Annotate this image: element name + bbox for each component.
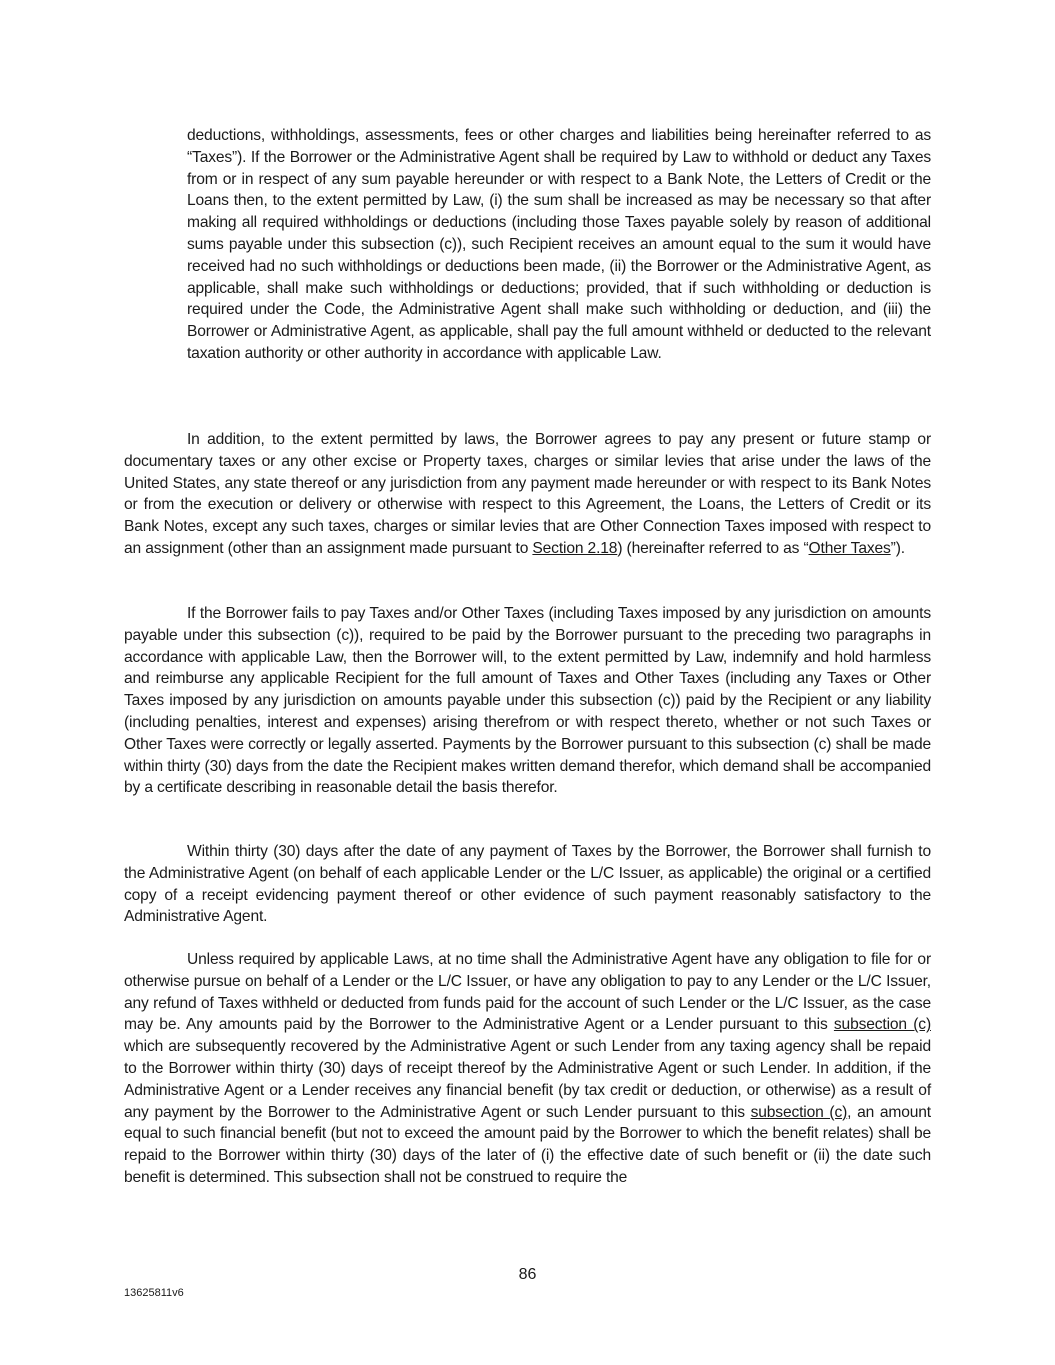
defined-term: Other Taxes [808,539,891,557]
paragraph-text: ) (hereinafter referred to as “ [617,539,809,557]
paragraph-body [124,429,931,560]
paragraph-text: which are subsequently recovered by the Administrative Agent or such Lender from any taxing agency shall be repaid to the Borrower within thirty (30) days of receipt thereof by the Administrative Agent or such Lender. In addition, if the Administrative Agent or a Lender receives any financial benefit (by tax credit or deduction, or otherwise) as a result of any payment by the Borrower to the Administrative Agent or such Lender pursuant to this [124,1038,931,1121]
subsection-reference: subsection (c) [833,1016,931,1034]
subsection-reference: subsection (c) [750,1103,848,1121]
paragraph-other-taxes [124,429,931,560]
paragraph-refunds [124,949,931,1189]
paragraph-tax-receipts [124,841,931,928]
paragraph-text: ”). [890,539,905,557]
paragraph-text: deductions, withholdings, assessments, fees or other charges and liabilities being hereinafter referred to as “Taxes”). If the Borrower or the Administrative Agent shall be required by Law to withhold or deduct any Taxes from or in respect of any sum payable hereunder or with respect to a Bank Note, the Letters of Credit or the Loans then, to the extent permitted by Law, (i) the sum shall be increased as may be necessary so that after making all required withholdings or deductions (including those Taxes payable solely by reason of additional sums payable under this subsection (c)), such Recipient receives an amount equal to the sum it would have received had no such withholdings or deductions been made, (ii) the Borrower or the Administrative Agent, as applicable, shall make such withholdings or deductions; provided, that if such withholding or deduction is required under the Code, the Administrative Agent shall make such withholding or deduction, and (iii) the Borrower or Administrative Agent, as applicable, shall pay the full amount withheld or deducted to the relevant taxation authority or other authority in accordance with applicable Law. [187,127,931,362]
paragraph-text: , an amount equal to such financial benefit (but not to exceed the amount paid by the Borrower to which the benefit relates) shall be repaid to the Borrower within thirty (30) days of the later of (i) the effective date of such benefit or (ii) the date such benefit is determined. This subsection shall not be construed to require the [124,1103,931,1186]
paragraph-text: In addition, to the extent permitted by laws, the Borrower agrees to pay any present or future stamp or documentary taxes or any other excise or Property taxes, charges or similar levies that arise under the laws of the United States, any state thereof or any jurisdiction from any payment made hereunder or with respect to its Bank Notes or from the execution or delivery or otherwise with respect to this Agreement, the Loans, the Letters of Credit or its Bank Notes, except any such taxes, charges or similar levies that are Other Connection Taxes imposed with respect to an assignment (other than an assignment made pursuant to [124,431,931,557]
section-reference-link: Section 2.18 [532,539,618,557]
paragraph-text: If the Borrower fails to pay Taxes and/or Other Taxes (including Taxes imposed by any jurisdiction on amounts payable under this subsection (c)), required to be paid by the Borrower pursuant to the preceding two paragraphs in accordance with applicable Law, then the Borrower will, to the extent permitted by Law, indemnify and hold harmless and reimburse any applicable Recipient for the full amount of Taxes and Other Taxes (including any Taxes or Other Taxes imposed by any jurisdiction on amounts payable under this subsection (c)) paid by the Recipient or any liability (including penalties, interest and expenses) arising therefrom or with respect thereto, whether or not such Taxes or Other Taxes were correctly or legally asserted. Payments by the Borrower pursuant to this subsection (c) shall be made within thirty (30) days from the date the Recipient makes written demand therefor, which demand shall be accompanied by a certificate describing in reasonable detail the basis therefor. [124,605,931,797]
page-number: 86 [518,1266,537,1283]
paragraph-text: Unless required by applicable Laws, at no time shall the Administrative Agent have any obligation to file for or otherwise pursue on behalf of a Lender or the L/C Issuer, or have any obligation to pay to any Lender or the L/C Issuer, any refund of Taxes withheld or deducted from funds paid for the account of such Lender or the L/C Issuer, as the case may be. Any amounts paid by the Borrower to the Administrative Agent or a Lender pursuant to this [124,951,931,1034]
paragraph-body [124,949,931,1189]
paragraph-text: Within thirty (30) days after the date of any payment of Taxes by the Borrower, the Borrower shall furnish to the Administrative Agent (on behalf of each applicable Lender or the L/C Issuer, as applicable) the original or a certified copy of a receipt evidencing payment thereof or other evidence of such payment reasonably satisfactory to the Administrative Agent. [124,843,931,926]
paragraph-taxes-definition [187,125,931,365]
paragraph-indemnification [124,603,931,799]
document-id: 13625811v6 [124,1287,184,1299]
